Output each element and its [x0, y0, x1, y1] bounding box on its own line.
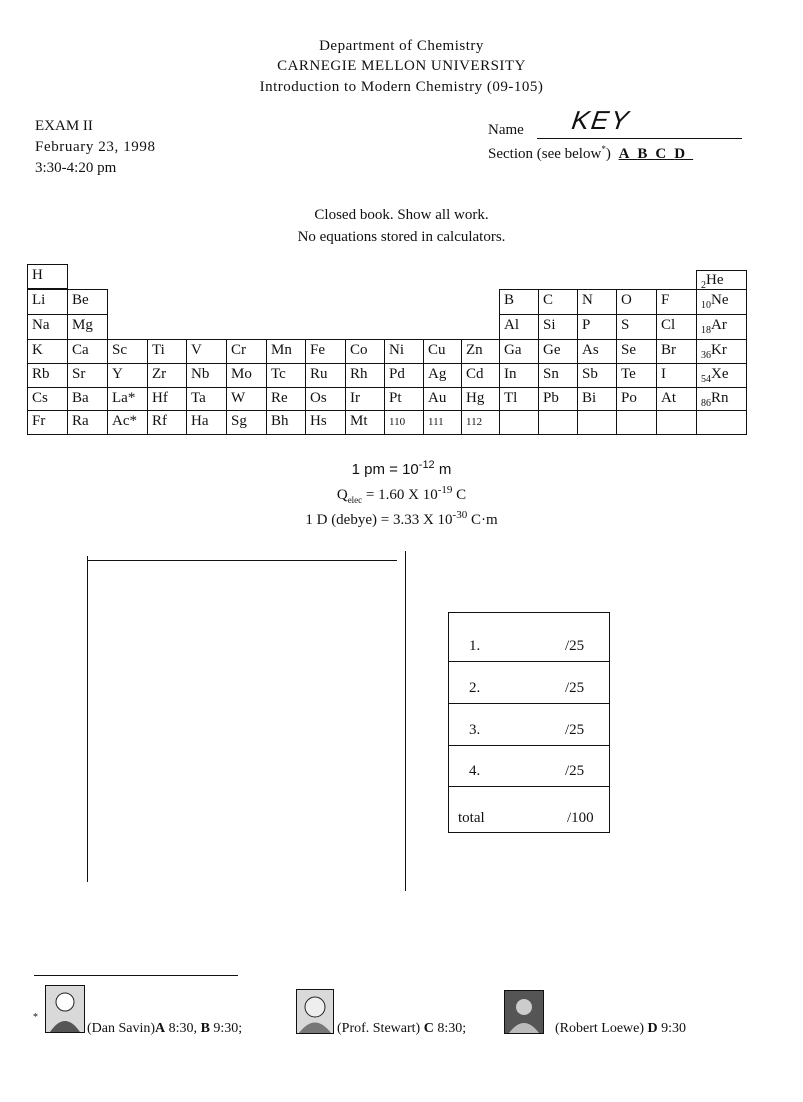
element-cell: Sc: [107, 339, 148, 364]
element-cell: Tl: [499, 387, 539, 411]
score-row: [448, 703, 610, 745]
element-cell: Se: [616, 339, 657, 364]
element-cell: 111: [423, 410, 462, 435]
element-cell: 112: [461, 410, 500, 435]
element-cell: N: [577, 289, 617, 315]
atomic-number: 10: [701, 300, 711, 311]
element-cell: Na: [27, 314, 68, 340]
empty-cell: [538, 410, 578, 435]
element-symbol: Rn: [711, 390, 729, 406]
element-cell: O: [616, 289, 657, 315]
element-cell: Bi: [577, 387, 617, 411]
footnote-dan-name: (Dan Savin): [87, 1021, 156, 1036]
element-cell: Ir: [345, 387, 385, 411]
instruction-1: Closed book. Show all work.: [314, 207, 489, 223]
constant-qelec-sub: elec: [347, 495, 363, 505]
element-cell: Fe: [305, 339, 346, 364]
element-cell: Ba: [67, 387, 108, 411]
score-row: [448, 786, 610, 833]
atomic-number: 36: [701, 350, 711, 361]
element-cell: Bh: [266, 410, 306, 435]
element-cell: Y: [107, 363, 148, 388]
constant-qelec: [0, 484, 803, 505]
score-question: 4.: [469, 763, 481, 779]
exam-title: EXAM II: [35, 118, 93, 134]
score-question: total: [458, 810, 485, 826]
empty-cell: [577, 410, 617, 435]
element-cell: Au: [423, 387, 462, 411]
constant-debye: [0, 509, 803, 529]
element-cell: Nb: [186, 363, 227, 388]
element-cell: C: [538, 289, 578, 315]
section-label: Section (see below: [488, 146, 602, 162]
element-cell: Pd: [384, 363, 424, 388]
element-cell: P: [577, 314, 617, 340]
exam-time: 3:30-4:20 pm: [35, 160, 117, 176]
element-cell-he: [696, 270, 747, 290]
element-cell: Ra: [67, 410, 108, 435]
element-cell: [696, 289, 747, 315]
frame-top-line: [87, 560, 397, 561]
constant-pm-exp: -12: [418, 459, 435, 471]
score-points: /25: [565, 763, 585, 779]
element-cell: S: [616, 314, 657, 340]
element-cell: Ti: [147, 339, 187, 364]
department-title: Department of Chemistry: [319, 38, 484, 54]
constant-qelec-exp: -19: [437, 484, 453, 496]
footnote-d-time: 9:30: [661, 1021, 687, 1036]
element-cell: W: [226, 387, 267, 411]
photo-prof-stewart: [296, 989, 334, 1034]
element-cell: As: [577, 339, 617, 364]
element-cell: Po: [616, 387, 657, 411]
score-points: /25: [565, 722, 585, 738]
element-cell: Mn: [266, 339, 306, 364]
footnote-letter-a: A: [155, 1021, 166, 1036]
instruction-2: No equations stored in calculators.: [297, 229, 506, 245]
section-close: ): [605, 146, 611, 162]
element-cell: Br: [656, 339, 697, 364]
element-cell: Ac*: [107, 410, 148, 435]
element-cell: F: [656, 289, 697, 315]
element-cell: Pb: [538, 387, 578, 411]
section-option-c: C: [655, 146, 675, 162]
atomic-number: 2: [701, 280, 706, 291]
constant-debye-exp: -30: [452, 509, 468, 521]
footnote-section-c: [337, 1021, 466, 1037]
course-title: Introduction to Modern Chemistry (09-105): [259, 79, 544, 95]
element-cell: Sb: [577, 363, 617, 388]
element-cell: Cs: [27, 387, 68, 411]
element-cell: Ni: [384, 339, 424, 364]
element-symbol: Ne: [711, 292, 729, 308]
element-cell: Zn: [461, 339, 500, 364]
constant-qelec-q: Q: [336, 487, 348, 503]
element-cell: Si: [538, 314, 578, 340]
atomic-number: 18: [701, 325, 711, 336]
footnote-b-time: 9:30;: [213, 1021, 243, 1036]
element-symbol: Kr: [711, 342, 727, 358]
element-cell: H: [27, 264, 68, 289]
element-cell: K: [27, 339, 68, 364]
footnote-loewe-name: (Robert Loewe): [555, 1021, 645, 1036]
element-cell: La*: [107, 387, 148, 411]
score-points: /100: [567, 810, 594, 826]
score-points: /25: [565, 680, 585, 696]
element-cell: Li: [27, 289, 68, 315]
element-cell: Ru: [305, 363, 346, 388]
element-cell: Pt: [384, 387, 424, 411]
element-cell: Cr: [226, 339, 267, 364]
element-cell: [696, 387, 747, 411]
element-cell: Ha: [186, 410, 227, 435]
element-cell: Hg: [461, 387, 500, 411]
empty-cell: [696, 410, 747, 435]
element-cell: Cl: [656, 314, 697, 340]
element-cell: [696, 314, 747, 340]
constant-pm-lhs: 1 pm = 10: [351, 461, 419, 478]
element-symbol: He: [706, 272, 724, 288]
element-cell: Sg: [226, 410, 267, 435]
footnote-a-time: 8:30,: [168, 1021, 198, 1036]
element-cell: Hs: [305, 410, 346, 435]
photo-dan-savin: [45, 985, 85, 1033]
element-cell: I: [656, 363, 697, 388]
empty-cell: [656, 410, 697, 435]
element-cell: Ge: [538, 339, 578, 364]
constant-pm: [0, 459, 803, 479]
exam-date: February 23, 1998: [35, 139, 156, 155]
element-cell: Os: [305, 387, 346, 411]
element-cell: Rh: [345, 363, 385, 388]
element-cell: Sn: [538, 363, 578, 388]
element-cell: Re: [266, 387, 306, 411]
element-cell: V: [186, 339, 227, 364]
element-cell: Cd: [461, 363, 500, 388]
element-cell: 110: [384, 410, 424, 435]
element-cell: In: [499, 363, 539, 388]
element-cell: Hf: [147, 387, 187, 411]
footnote-section-ab: [87, 1021, 242, 1037]
element-cell: Co: [345, 339, 385, 364]
score-row: [448, 612, 610, 661]
atomic-number: 86: [701, 398, 711, 409]
section-star: *: [601, 144, 606, 154]
periodic-table: [0, 0, 803, 440]
element-cell: Mt: [345, 410, 385, 435]
university-title: CARNEGIE MELLON UNIVERSITY: [277, 58, 526, 74]
footnote-letter-b: B: [200, 1021, 210, 1036]
element-cell: Rf: [147, 410, 187, 435]
element-cell: Ag: [423, 363, 462, 388]
footnote-section-d: [555, 1021, 686, 1037]
name-value: KEY: [569, 105, 633, 135]
constant-qelec-rhs: = 1.60 X 10: [362, 487, 438, 503]
element-cell: Te: [616, 363, 657, 388]
score-row: [448, 745, 610, 786]
constant-pm-unit: m: [434, 461, 452, 478]
element-cell: Ga: [499, 339, 539, 364]
score-row: [448, 661, 610, 703]
element-cell: Fr: [27, 410, 68, 435]
footnote-letter-d: D: [647, 1021, 658, 1036]
element-cell: Ta: [186, 387, 227, 411]
footnote-star: *: [33, 1012, 38, 1023]
element-symbol: Ar: [711, 317, 727, 333]
section-option-a: A: [618, 146, 638, 162]
element-cell: Tc: [266, 363, 306, 388]
element-cell: Ca: [67, 339, 108, 364]
empty-cell: [499, 410, 539, 435]
section-option-d: D: [674, 146, 694, 162]
constant-qelec-unit: C: [452, 487, 467, 503]
footnote-c-time: 8:30;: [437, 1021, 467, 1036]
photo-robert-loewe: [504, 990, 544, 1034]
element-cell: [696, 339, 747, 364]
element-cell: Rb: [27, 363, 68, 388]
atomic-number: 54: [701, 374, 711, 385]
element-cell: [696, 363, 747, 388]
score-question: 2.: [469, 680, 481, 696]
element-cell: Cu: [423, 339, 462, 364]
score-question: 3.: [469, 722, 481, 738]
name-label: Name: [488, 122, 524, 138]
element-cell: Be: [67, 289, 108, 315]
element-cell: B: [499, 289, 539, 315]
element-cell: Zr: [147, 363, 187, 388]
element-cell: At: [656, 387, 697, 411]
footnote-letter-c: C: [423, 1021, 434, 1036]
constant-debye-lhs: 1 D (debye) = 3.33 X 10: [305, 512, 453, 528]
footnote-stewart-name: (Prof. Stewart): [337, 1021, 421, 1036]
frame-right-line: [405, 551, 406, 891]
footnote-rule: [34, 975, 238, 976]
score-points: /25: [565, 638, 585, 654]
element-cell: Sr: [67, 363, 108, 388]
frame-left-line: [87, 556, 88, 882]
constant-debye-unit: C·m: [467, 512, 498, 528]
score-question: 1.: [469, 638, 481, 654]
element-cell: Al: [499, 314, 539, 340]
element-cell: Mg: [67, 314, 108, 340]
empty-cell: [616, 410, 657, 435]
section-option-b: B: [637, 146, 656, 162]
element-symbol: Xe: [711, 366, 729, 382]
element-cell: Mo: [226, 363, 267, 388]
